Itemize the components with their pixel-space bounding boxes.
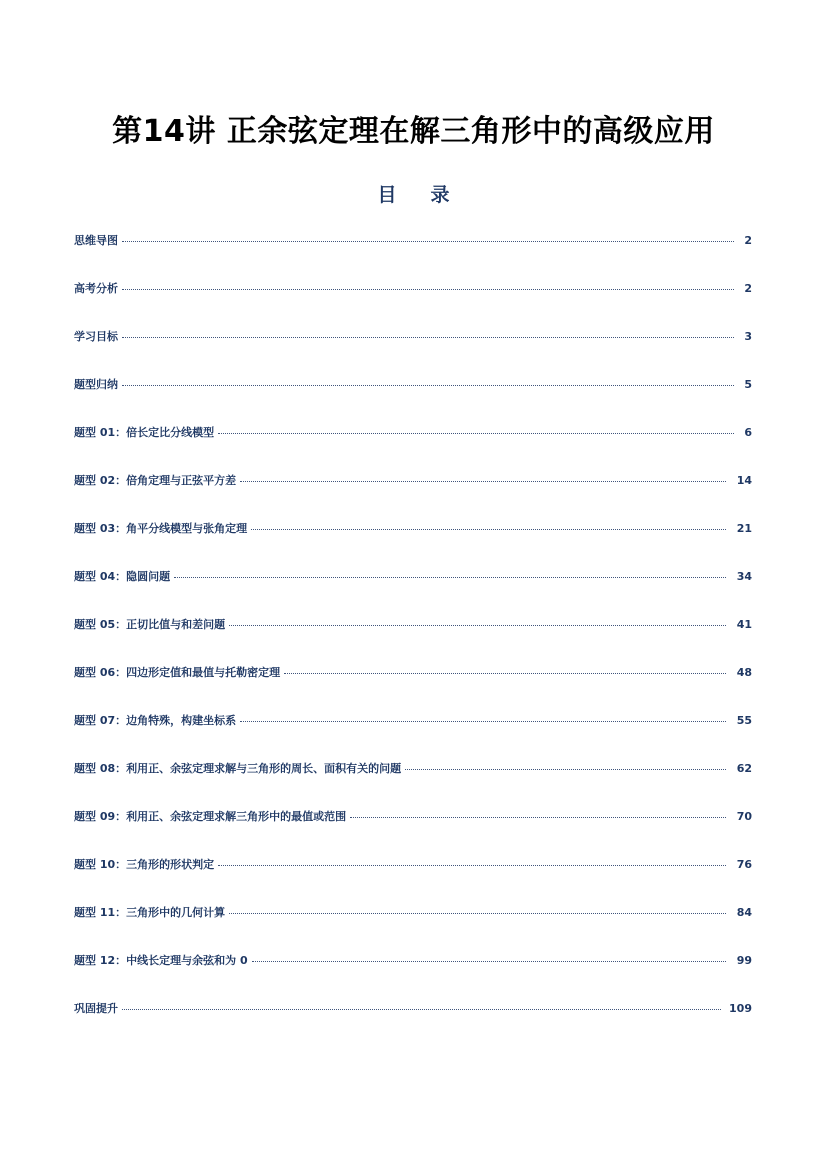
toc-entry-page-number: 41 — [736, 618, 752, 631]
toc-entry-page-number: 6 — [744, 426, 752, 439]
dot-leader — [252, 961, 726, 962]
toc-entry-label: 题型 04：隐圆问题 — [74, 570, 171, 583]
toc-entry-page-number: 62 — [736, 762, 752, 775]
toc-entry-label: 题型 12：中线长定理与余弦和为 0 — [74, 954, 248, 967]
page-title: 第14讲 正余弦定理在解三角形中的高级应用 — [112, 114, 715, 149]
toc-entry-label: 题型 01：倍长定比分线模型 — [74, 426, 215, 439]
toc-entry-label: 思维导图 — [74, 234, 118, 247]
toc-entry-label: 题型 02：倍角定理与正弦平方差 — [74, 474, 237, 487]
toc-entry-label: 题型 07：边角特殊，构建坐标系 — [74, 714, 237, 727]
toc-entry-type-05[interactable] — [74, 616, 752, 664]
toc-entry-label: 题型 10：三角形的形状判定 — [74, 858, 215, 871]
toc-entry-page-number: 55 — [736, 714, 752, 727]
toc-entry-label: 巩固提升 — [74, 1002, 118, 1015]
toc-entry-page-number: 84 — [736, 906, 752, 919]
toc-entry-type-10[interactable] — [74, 856, 752, 904]
toc-entry-label: 高考分析 — [74, 282, 118, 295]
toc-entry-page-number: 34 — [736, 570, 752, 583]
toc-heading: 目录 — [377, 184, 484, 206]
dot-leader — [240, 481, 726, 482]
dot-leader — [122, 289, 734, 290]
dot-leader — [229, 625, 726, 626]
toc-entry-type-08[interactable] — [74, 760, 752, 808]
toc-entry-learning-goals[interactable] — [74, 328, 752, 376]
toc-entry-label: 题型 03：角平分线模型与张角定理 — [74, 522, 248, 535]
toc-entry-page-number: 3 — [744, 330, 752, 343]
toc-entry-label: 题型 08：利用正、余弦定理求解与三角形的周长、面积有关的问题 — [74, 762, 402, 775]
table-of-contents — [74, 232, 752, 1048]
toc-entry-page-number: 99 — [736, 954, 752, 967]
dot-leader — [405, 769, 726, 770]
toc-entry-exam-analysis[interactable] — [74, 280, 752, 328]
toc-entry-type-04[interactable] — [74, 568, 752, 616]
dot-leader — [122, 337, 734, 338]
toc-entry-label: 学习目标 — [74, 330, 118, 343]
toc-entry-type-07[interactable] — [74, 712, 752, 760]
toc-entry-label: 题型 06：四边形定值和最值与托勒密定理 — [74, 666, 281, 679]
toc-entry-type-09[interactable] — [74, 808, 752, 856]
toc-entry-page-number: 70 — [736, 810, 752, 823]
dot-leader — [350, 817, 726, 818]
dot-leader — [251, 529, 726, 530]
toc-entry-type-11[interactable] — [74, 904, 752, 952]
dot-leader — [218, 865, 726, 866]
toc-entry-type-12[interactable] — [74, 952, 752, 1000]
toc-entry-type-06[interactable] — [74, 664, 752, 712]
dot-leader — [174, 577, 726, 578]
toc-entry-consolidation[interactable] — [74, 1000, 752, 1048]
toc-entry-page-number: 48 — [736, 666, 752, 679]
dot-leader — [122, 1009, 721, 1010]
toc-entry-page-number: 2 — [744, 282, 752, 295]
dot-leader — [122, 385, 734, 386]
dot-leader — [218, 433, 734, 434]
toc-entry-label: 题型 05：正切比值与和差问题 — [74, 618, 226, 631]
toc-entry-label: 题型归纳 — [74, 378, 118, 391]
toc-entry-page-number: 2 — [744, 234, 752, 247]
toc-entry-page-number: 21 — [736, 522, 752, 535]
toc-entry-type-03[interactable] — [74, 520, 752, 568]
toc-entry-page-number: 109 — [729, 1002, 752, 1015]
toc-entry-page-number: 76 — [736, 858, 752, 871]
dot-leader — [229, 913, 726, 914]
toc-entry-mind-map[interactable] — [74, 232, 752, 280]
toc-entry-type-01[interactable] — [74, 424, 752, 472]
toc-entry-page-number: 5 — [744, 378, 752, 391]
dot-leader — [284, 673, 726, 674]
toc-entry-label: 题型 09：利用正、余弦定理求解三角形中的最值或范围 — [74, 810, 347, 823]
dot-leader — [122, 241, 734, 242]
toc-entry-label: 题型 11：三角形中的几何计算 — [74, 906, 226, 919]
toc-entry-problem-types[interactable] — [74, 376, 752, 424]
toc-entry-type-02[interactable] — [74, 472, 752, 520]
dot-leader — [240, 721, 726, 722]
toc-entry-page-number: 14 — [736, 474, 752, 487]
